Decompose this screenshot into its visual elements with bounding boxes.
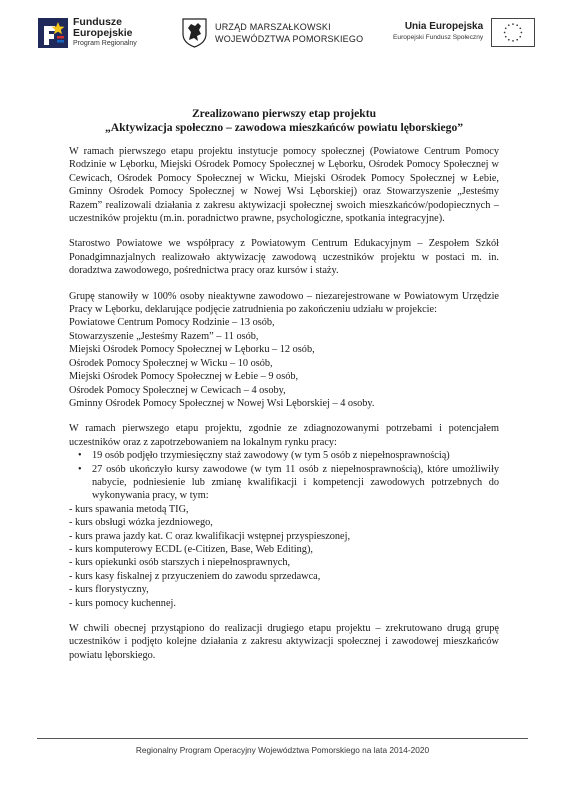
urzad-marszalkowski-logo [182,18,363,48]
group-list [69,316,499,410]
fe-line2: Europejskie [73,27,133,39]
course-item: - kurs kasy fiskalnej z przyuczeniem do zawodu sprzedawca, [69,570,321,582]
um-line2: WOJEWÓDZTWA POMORSKIEGO [215,34,364,44]
paragraph-results-intro: W ramach pierwszego etapu projektu, zgodnie ze zdiagnozowanymi potrzebami i potencjałem uczestników oraz z zapotrzebowaniem na lokalnym rynku pracy: [69,423,499,448]
paragraph-social-activation: W ramach pierwszego etapu projektu instytucje pomocy społecznej (Powiatowe Centrum Pomocy Rodzinie w Lęborku, Miejski Ośrodek Pomocy Społecznej w Lęborku, Ośrodek Pomocy Społecznej w Cewicach, Ośrodek Pomocy Społecznej w Wicku, Miejski Ośrodek Pomocy Społecznej w Łebie, Gminny Ośrodek Pomocy Społecznej w Nowej Wsi Lęborskiej) oraz Stowarzyszenie „Jesteśmy Razem” realizowali działania z zakresu aktywizacji społecznej swoich mieszkańców/podopiecznych – uczestników projektu (m.in. poradnictwo prawne, psychologiczne, spotkania integracyjne). [69,146,499,225]
title-line2: „Aktywizacja społeczno – zawodowa mieszkańców powiatu lęborskiego” [104,121,464,134]
bullet-text: 27 osób ukończyło kursy zawodowe (w tym 11 osób z niepełnosprawnością), które umożliwiły nabycie, podniesienie lub zmianę kwalifikacji i kompetencji zawodowych potrzebnych do wykonywania pracy, w tym: [92,463,499,502]
bullet-internship [69,449,499,462]
unia-europejska-logo [393,18,535,47]
griffin-crest-icon [182,18,207,48]
group-item: Miejski Ośrodek Pomocy Społecznej w Łebie – 9 osób, [69,371,299,383]
group-item: Stowarzyszenie „Jesteśmy Razem” – 11 osób, [69,330,259,342]
course-list [69,503,499,610]
group-item: Powiatowe Centrum Pomocy Rodzinie – 13 osób, [69,317,275,329]
bullet-courses [69,463,499,503]
document-body [69,107,499,662]
group-item: Ośrodek Pomocy Społecznej w Cewicach – 4 osoby, [69,384,286,396]
ue-line1: Unia Europejska [404,21,484,32]
fe-line1: Fundusze [73,16,122,28]
paragraph-second-stage: W chwili obecnej przystąpiono do realizacji drugiego etapu projektu – zrekrutowano drugą grupę uczestników i podjęto kolejne działania z zakresu aktywizacji społecznej i zawodowej mieszkańców powiatu lęborskiego. [69,623,499,661]
course-item: - kurs prawa jazdy kat. C oraz kwalifikacji wstępnej przyspieszonej, [69,530,351,542]
document-title [69,107,499,135]
group-item: Miejski Ośrodek Pomocy Społecznej w Lęborku – 12 osób, [69,344,315,356]
group-item: Gminny Ośrodek Pomocy Społecznej w Nowej Wsi Lęborskiej – 4 osoby. [69,397,375,409]
eu-flag-icon [491,18,535,47]
fundusze-europejskie-logo [38,17,137,49]
group-item: Ośrodek Pomocy Społecznej w Wicku – 10 osób, [69,357,273,369]
bullet-text: 19 osób podjęło trzymiesięczny staż zawodowy (w tym 5 osób z niepełnosprawnością) [92,450,450,462]
title-line1: Zrealizowano pierwszy etap projektu [191,107,377,120]
paragraph-group-intro: Grupę stanowiły w 100% osoby nieaktywne zawodowo – niezarejestrowane w Powiatowym Urzędzie Pracy w Lęborku, deklarujące podjęcie zatrudnienia po zakończeniu udziału w projekcie: [69,290,499,316]
bullet-mark: • [78,450,82,462]
course-item: - kurs komputerowy ECDL (e-Citizen, Base, Web Editing), [69,543,313,555]
footer-program-name: Regionalny Program Operacyjny Województwa Pomorskiego na lata 2014-2020 [135,745,430,755]
course-item: - kurs spawania metodą TIG, [69,503,189,515]
bullet-mark: • [78,463,82,475]
um-line1: URZĄD MARSZAŁKOWSKI [215,22,331,32]
course-item: - kurs pomocy kuchennej. [69,597,176,609]
paragraph-professional-activation: Starostwo Powiatowe we współpracy z Powiatowym Centrum Edukacyjnym – Zespołem Szkół Ponadgimnazjalnych realizowało aktywizację zawodową uczestników projektu w postaci m. in. doradztwa zawodowego, pośrednictwa pracy oraz kursów i staży. [69,238,499,277]
fe-star-icon [38,18,68,48]
ue-line2: Europejski Fundusz Społeczny [393,34,484,41]
course-item: - kurs opiekunki osób starszych i niepełnosprawnych, [69,557,291,569]
course-item: - kurs obsługi wózka jezdniowego, [69,517,213,529]
course-item: - kurs florystyczny, [69,584,149,596]
footer-divider [37,738,528,739]
fe-line3: Program Regionalny [73,40,137,47]
